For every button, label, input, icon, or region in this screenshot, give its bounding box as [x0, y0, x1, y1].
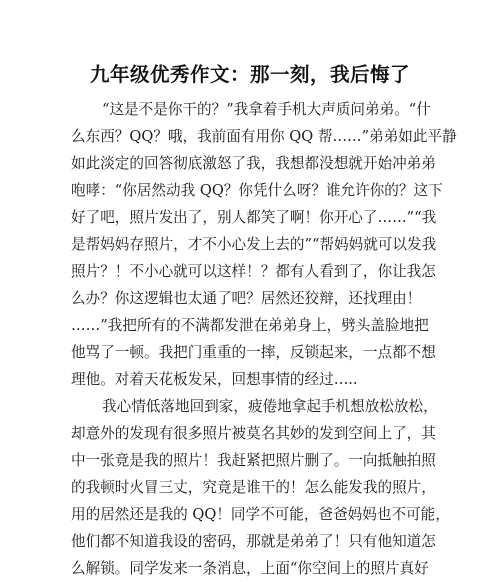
essay-title: 九年级优秀作文：那一刻，我后悔了 — [89, 63, 410, 86]
text-line: 他骂了一顿。我把门重重的一摔，反锁起来，一点都不想 — [71, 344, 436, 361]
text-line: 的我顿时火冒三丈，究竟是谁干的！怎么能发我的照片， — [71, 479, 436, 496]
text-line: 么办？你这逻辑也太通了吧？居然还狡辩，还找理由！ — [71, 290, 422, 307]
essay-body — [71, 96, 457, 582]
text-line: 理他。对着天花板发呆，回想事情的经过….. — [71, 371, 358, 388]
text-line: 好了吧，照片发出了，别人都笑了啊！你开心了……”“我 — [71, 209, 437, 226]
text-line: 咆哮：“你居然动我 QQ？你凭什么呀？谁允许你的？这下 — [71, 182, 443, 199]
text-line: 却意外的发现有很多照片被莫名其妙的发到空间上了，其 — [71, 425, 436, 442]
text-line: 我心情低落地回到家，疲倦地拿起手机想放松放松， — [102, 398, 438, 415]
text-line: 如此淡定的回答彻底激怒了我，我想都没想就开始冲弟弟 — [71, 155, 436, 172]
text-line: 么东西？QQ？哦，我前面有用你 QQ 帮……”弟弟如此平静 — [71, 128, 457, 145]
text-line: 是帮妈妈存照片，才不小心发上去的”“帮妈妈就可以发我 — [71, 236, 437, 253]
text-line: “这是不是你干的？”我拿着手机大声质问弟弟。“什 — [102, 101, 431, 118]
text-line: 用的居然还是我的 QQ！同学不可能，爸爸妈妈也不可能， — [71, 506, 450, 523]
text-line: ……”我把所有的不满都发泄在弟弟身上，劈头盖脸地把 — [71, 317, 429, 334]
text-line: 中一张竟是我的照片！我赶紧把照片删了。一向抵触拍照 — [71, 452, 436, 469]
text-line: 么解锁。同学发来一条消息，上面“你空间上的照片真好 — [71, 560, 429, 577]
text-line: 他们都不知道我设的密码，那就是弟弟了！只有他知道怎 — [71, 533, 436, 550]
text-line: 照片？！不小心就可以这样！？都有人看到了，你让我怎 — [71, 263, 436, 280]
